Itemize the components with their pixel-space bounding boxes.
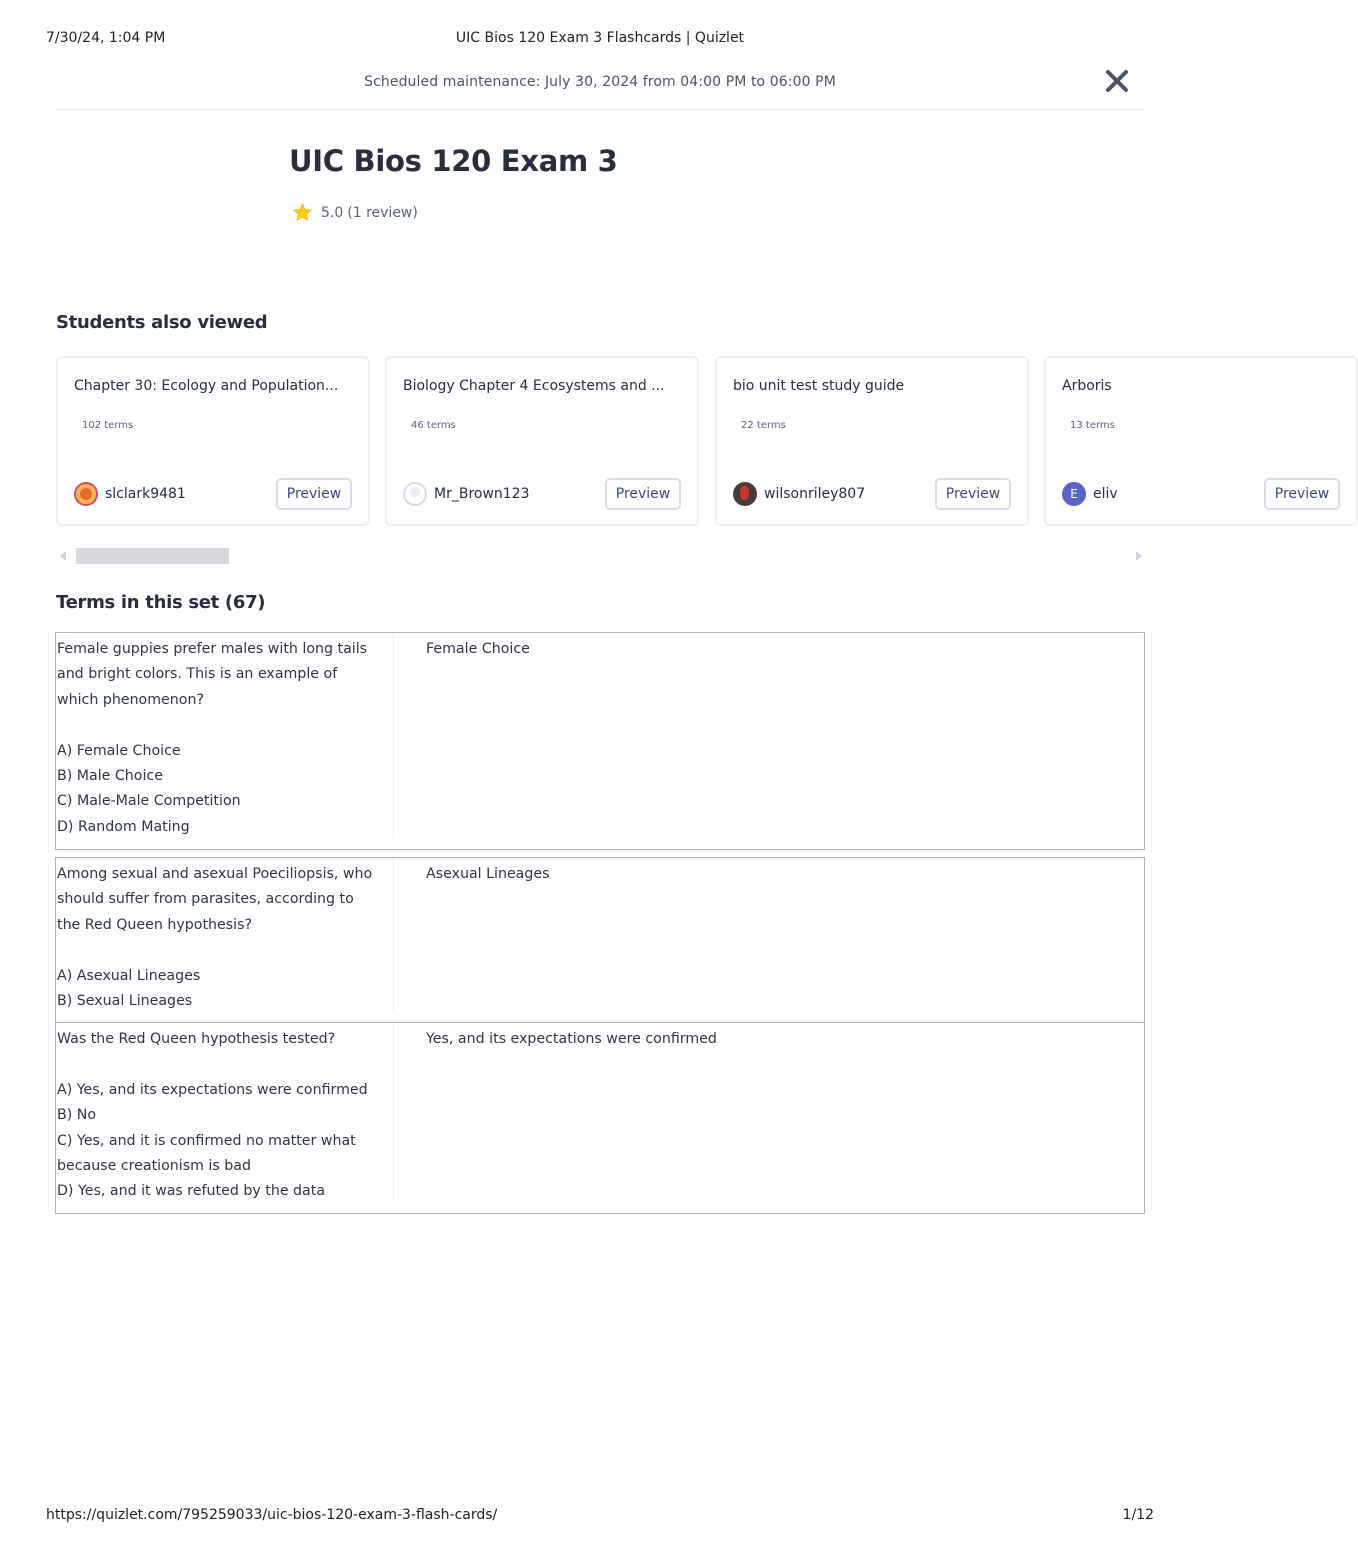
card-term-count: 13 terms (1070, 420, 1115, 431)
term-question: Female guppies prefer males with long tails and bright colors. This is an example of which phenomenon? A) Female Choice B) Male Choice C) Male-Male Competition D) Random Mating (57, 641, 368, 835)
students-also-viewed-heading: Students also viewed (56, 312, 268, 333)
term-answer: Yes, and its expectations were confirmed (426, 1031, 717, 1047)
preview-button[interactable]: Preview (1264, 478, 1340, 510)
scroll-right-arrow-icon[interactable] (1136, 551, 1142, 561)
page-url: https://quizlet.com/795259033/uic-bios-120-exam-3-flash-cards/ (46, 1507, 498, 1523)
related-set-card[interactable] (385, 356, 699, 526)
print-doc-title: UIC Bios 120 Exam 3 Flashcards | Quizlet (455, 30, 745, 46)
page-title: UIC Bios 120 Exam 3 (289, 144, 618, 178)
print-header (46, 30, 1154, 48)
term-row (55, 1022, 1145, 1214)
card-username[interactable]: wilsonriley807 (764, 486, 866, 502)
row-divider (393, 858, 394, 1013)
term-row (55, 632, 1145, 850)
rating-value: 5.0 (321, 204, 344, 221)
avatar (733, 482, 757, 506)
card-term-count: 22 terms (741, 420, 786, 431)
print-footer (46, 1507, 1154, 1525)
row-divider (393, 633, 394, 839)
set-rating[interactable] (292, 202, 418, 223)
preview-button[interactable]: Preview (605, 478, 681, 510)
related-set-card[interactable] (1044, 356, 1358, 526)
terms-heading: Terms in this set (67) (56, 592, 266, 613)
card-user[interactable] (733, 482, 865, 506)
maintenance-banner (56, 58, 1144, 110)
term-answer: Asexual Lineages (426, 866, 550, 882)
related-set-card[interactable] (56, 356, 370, 526)
card-term-count: 102 terms (82, 420, 134, 431)
avatar: E (1062, 482, 1086, 506)
row-divider (393, 1023, 394, 1203)
page-number: 1/12 (1122, 1507, 1154, 1523)
term-question: Was the Red Queen hypothesis tested? A) Yes, and its expectations were confirmed B) No C) Yes, and it is confirmed no matter what because creationism is bad D) Yes, and it was refuted by the data (57, 1031, 368, 1200)
term-answer: Female Choice (426, 641, 530, 657)
preview-button[interactable]: Preview (935, 478, 1011, 510)
card-username[interactable]: eliv (1093, 486, 1118, 502)
related-sets-carousel (56, 356, 1330, 528)
print-date: 7/30/24, 1:04 PM (46, 30, 166, 46)
close-icon[interactable] (1102, 66, 1132, 96)
term-question: Among sexual and asexual Poeciliopsis, who should suffer from parasites, according to the Red Queen hypothesis? A) Asexual Lineages B) Sexual Lineages (57, 866, 373, 1010)
card-title[interactable]: Chapter 30: Ecology and Population... (74, 378, 339, 394)
carousel-scrollbar[interactable] (60, 547, 1142, 565)
avatar (74, 482, 98, 506)
card-title[interactable]: Arboris (1062, 378, 1112, 394)
preview-button[interactable]: Preview (276, 478, 352, 510)
rating-count: (1 review) (347, 204, 418, 221)
banner-text: Scheduled maintenance: July 30, 2024 from 04:00 PM to 06:00 PM (364, 74, 836, 90)
related-set-card[interactable] (715, 356, 1029, 526)
card-user[interactable] (1062, 482, 1118, 506)
scrollbar-thumb[interactable] (76, 548, 229, 564)
card-title[interactable]: bio unit test study guide (733, 378, 905, 394)
avatar (403, 482, 427, 506)
term-row (55, 857, 1145, 1024)
star-icon (292, 202, 313, 223)
card-term-count: 46 terms (411, 420, 456, 431)
card-user[interactable] (74, 482, 186, 506)
scroll-left-arrow-icon[interactable] (60, 551, 66, 561)
card-title[interactable]: Biology Chapter 4 Ecosystems and ... (403, 378, 665, 394)
card-user[interactable] (403, 482, 530, 506)
card-username[interactable]: slclark9481 (105, 486, 186, 502)
card-username[interactable]: Mr_Brown123 (434, 486, 530, 502)
